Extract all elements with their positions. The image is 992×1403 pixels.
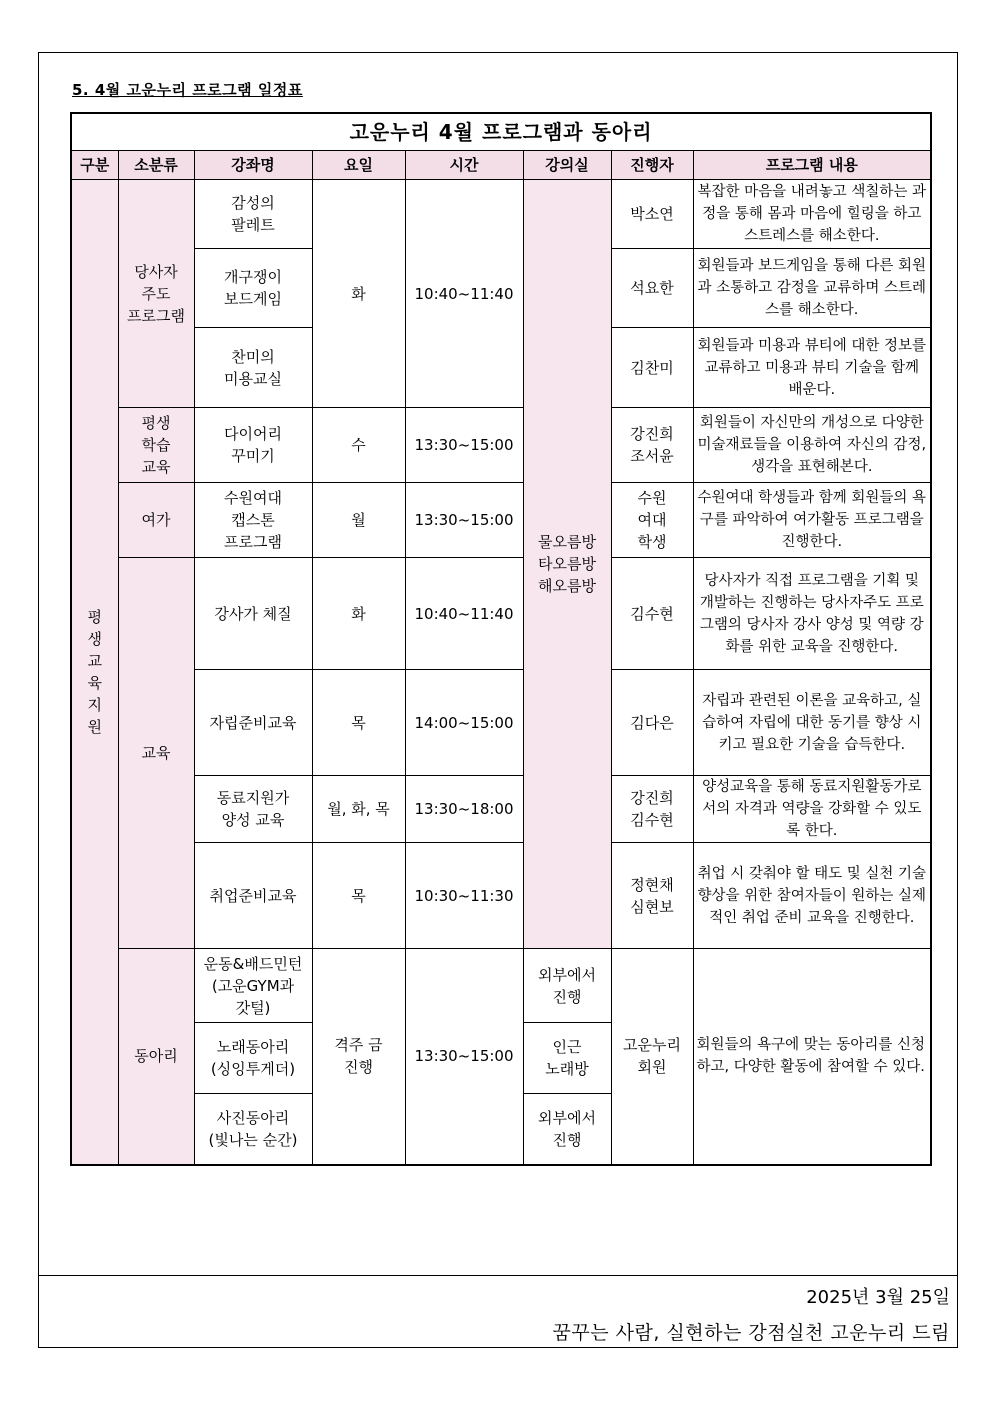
- content-cell: 회원들과 미용과 뷰티에 대한 정보를 교류하고 미용과 뷰티 기술을 함께 배운다.: [693, 328, 931, 408]
- subcat-self-led: 당사자 주도 프로그램: [118, 180, 194, 408]
- day-cell: 목: [312, 670, 405, 776]
- time-cell: 13:30~15:00: [405, 408, 523, 483]
- header-content: 프로그램 내용: [693, 151, 931, 180]
- course-name: 수원여대 캡스톤 프로그램: [194, 483, 312, 558]
- schedule-table: [70, 112, 932, 1166]
- leader-cell: 박소연: [611, 180, 693, 249]
- club-day-cell: 격주 금 진행: [312, 949, 405, 1165]
- slogan: 꿈꾸는 사람, 실현하는 강점실천 고운누리 드림: [552, 1322, 950, 1344]
- time-cell: 10:40~11:40: [405, 558, 523, 670]
- course-name: 자립준비교육: [194, 670, 312, 776]
- content-cell: 자립과 관련된 이론을 교육하고, 실습하여 자립에 대한 동기를 향상 시키고 필요한 기술을 습득한다.: [693, 670, 931, 776]
- time-cell: 14:00~15:00: [405, 670, 523, 776]
- leader-cell: 정현채 심현보: [611, 843, 693, 949]
- content-cell: 당사자가 직접 프로그램을 기획 및 개발하는 진행하는 당사자주도 프로그램의 당사자 강사 양성 및 역량 강화를 위한 교육을 진행한다.: [693, 558, 931, 670]
- course-name: 운동&배드민턴 (고운GYM과 갓털): [194, 949, 312, 1023]
- header-day: 요일: [312, 151, 405, 180]
- leader-cell: 석요한: [611, 249, 693, 328]
- course-name: 노래동아리 (싱잉투게더): [194, 1023, 312, 1094]
- subcat-leisure: 여가: [118, 483, 194, 558]
- content-cell: 수원여대 학생들과 함께 회원들의 욕구를 파악하여 여가활동 프로그램을 진행한다.: [693, 483, 931, 558]
- course-name: 감성의 팔레트: [194, 180, 312, 249]
- leader-cell: 김찬미: [611, 328, 693, 408]
- room-main: 물오름방 타오름방 해오름방: [523, 180, 611, 949]
- course-name: 동료지원가 양성 교육: [194, 776, 312, 843]
- issue-date: 2025년 3월 25일: [806, 1287, 950, 1308]
- time-cell: 10:30~11:30: [405, 843, 523, 949]
- room-outside: 외부에서 진행: [523, 949, 611, 1023]
- course-name: 찬미의 미용교실: [194, 328, 312, 408]
- content-cell: 회원들과 보드게임을 통해 다른 회원과 소통하고 감정을 교류하며 스트레스를 해소한다.: [693, 249, 931, 328]
- day-cell: 수: [312, 408, 405, 483]
- time-cell: 13:30~15:00: [405, 483, 523, 558]
- course-name: 다이어리 꾸미기: [194, 408, 312, 483]
- category-cell: 평 생 교 육 지 원: [71, 180, 118, 1165]
- content-cell: 양성교육을 통해 동료지원활동가로서의 자격과 역량을 강화할 수 있도록 한다.: [693, 776, 931, 843]
- day-cell: 화: [312, 180, 405, 408]
- subcat-education: 교육: [118, 558, 194, 949]
- header-room: 강의실: [523, 151, 611, 180]
- course-name: 개구쟁이 보드게임: [194, 249, 312, 328]
- leader-cell: 김수현: [611, 558, 693, 670]
- room-karaoke: 인근 노래방: [523, 1023, 611, 1094]
- leader-cell: 강진희 조서윤: [611, 408, 693, 483]
- club-content-cell: 회원들의 욕구에 맞는 동아리를 신청하고, 다양한 활동에 참여할 수 있다.: [693, 949, 931, 1165]
- room-outside: 외부에서 진행: [523, 1094, 611, 1165]
- day-cell: 목: [312, 843, 405, 949]
- club-time-cell: 13:30~15:00: [405, 949, 523, 1165]
- time-cell: 13:30~18:00: [405, 776, 523, 843]
- time-cell: 10:40~11:40: [405, 180, 523, 408]
- header-leader: 진행자: [611, 151, 693, 180]
- day-cell: 월, 화, 목: [312, 776, 405, 843]
- header-course: 강좌명: [194, 151, 312, 180]
- leader-cell: 수원 여대 학생: [611, 483, 693, 558]
- content-cell: 취업 시 갖춰야 할 태도 및 실천 기술 향상을 위한 참여자들이 원하는 실제적인 취업 준비 교육을 진행한다.: [693, 843, 931, 949]
- content-cell: 회원들이 자신만의 개성으로 다양한 미술재료들을 이용하여 자신의 감정, 생각을 표현해본다.: [693, 408, 931, 483]
- subcat-club: 동아리: [118, 949, 194, 1165]
- content-cell: 복잡한 마음을 내려놓고 색칠하는 과정을 통해 몸과 마음에 힐링을 하고 스트레스를 해소한다.: [693, 180, 931, 249]
- header-time: 시간: [405, 151, 523, 180]
- table-title: 고운누리 4월 프로그램과 동아리: [71, 113, 931, 151]
- header-subcategory: 소분류: [118, 151, 194, 180]
- leader-cell: 강진희 김수현: [611, 776, 693, 843]
- club-leader-cell: 고운누리 회원: [611, 949, 693, 1165]
- footer-divider: [38, 1275, 958, 1276]
- subcat-lifelong: 평생 학습 교육: [118, 408, 194, 483]
- course-name: 사진동아리 (빛나는 순간): [194, 1094, 312, 1165]
- course-name: 강사가 체질: [194, 558, 312, 670]
- day-cell: 월: [312, 483, 405, 558]
- course-name: 취업준비교육: [194, 843, 312, 949]
- leader-cell: 김다은: [611, 670, 693, 776]
- section-title: 5. 4월 고운누리 프로그램 일정표: [72, 81, 303, 99]
- day-cell: 화: [312, 558, 405, 670]
- header-category: 구분: [71, 151, 118, 180]
